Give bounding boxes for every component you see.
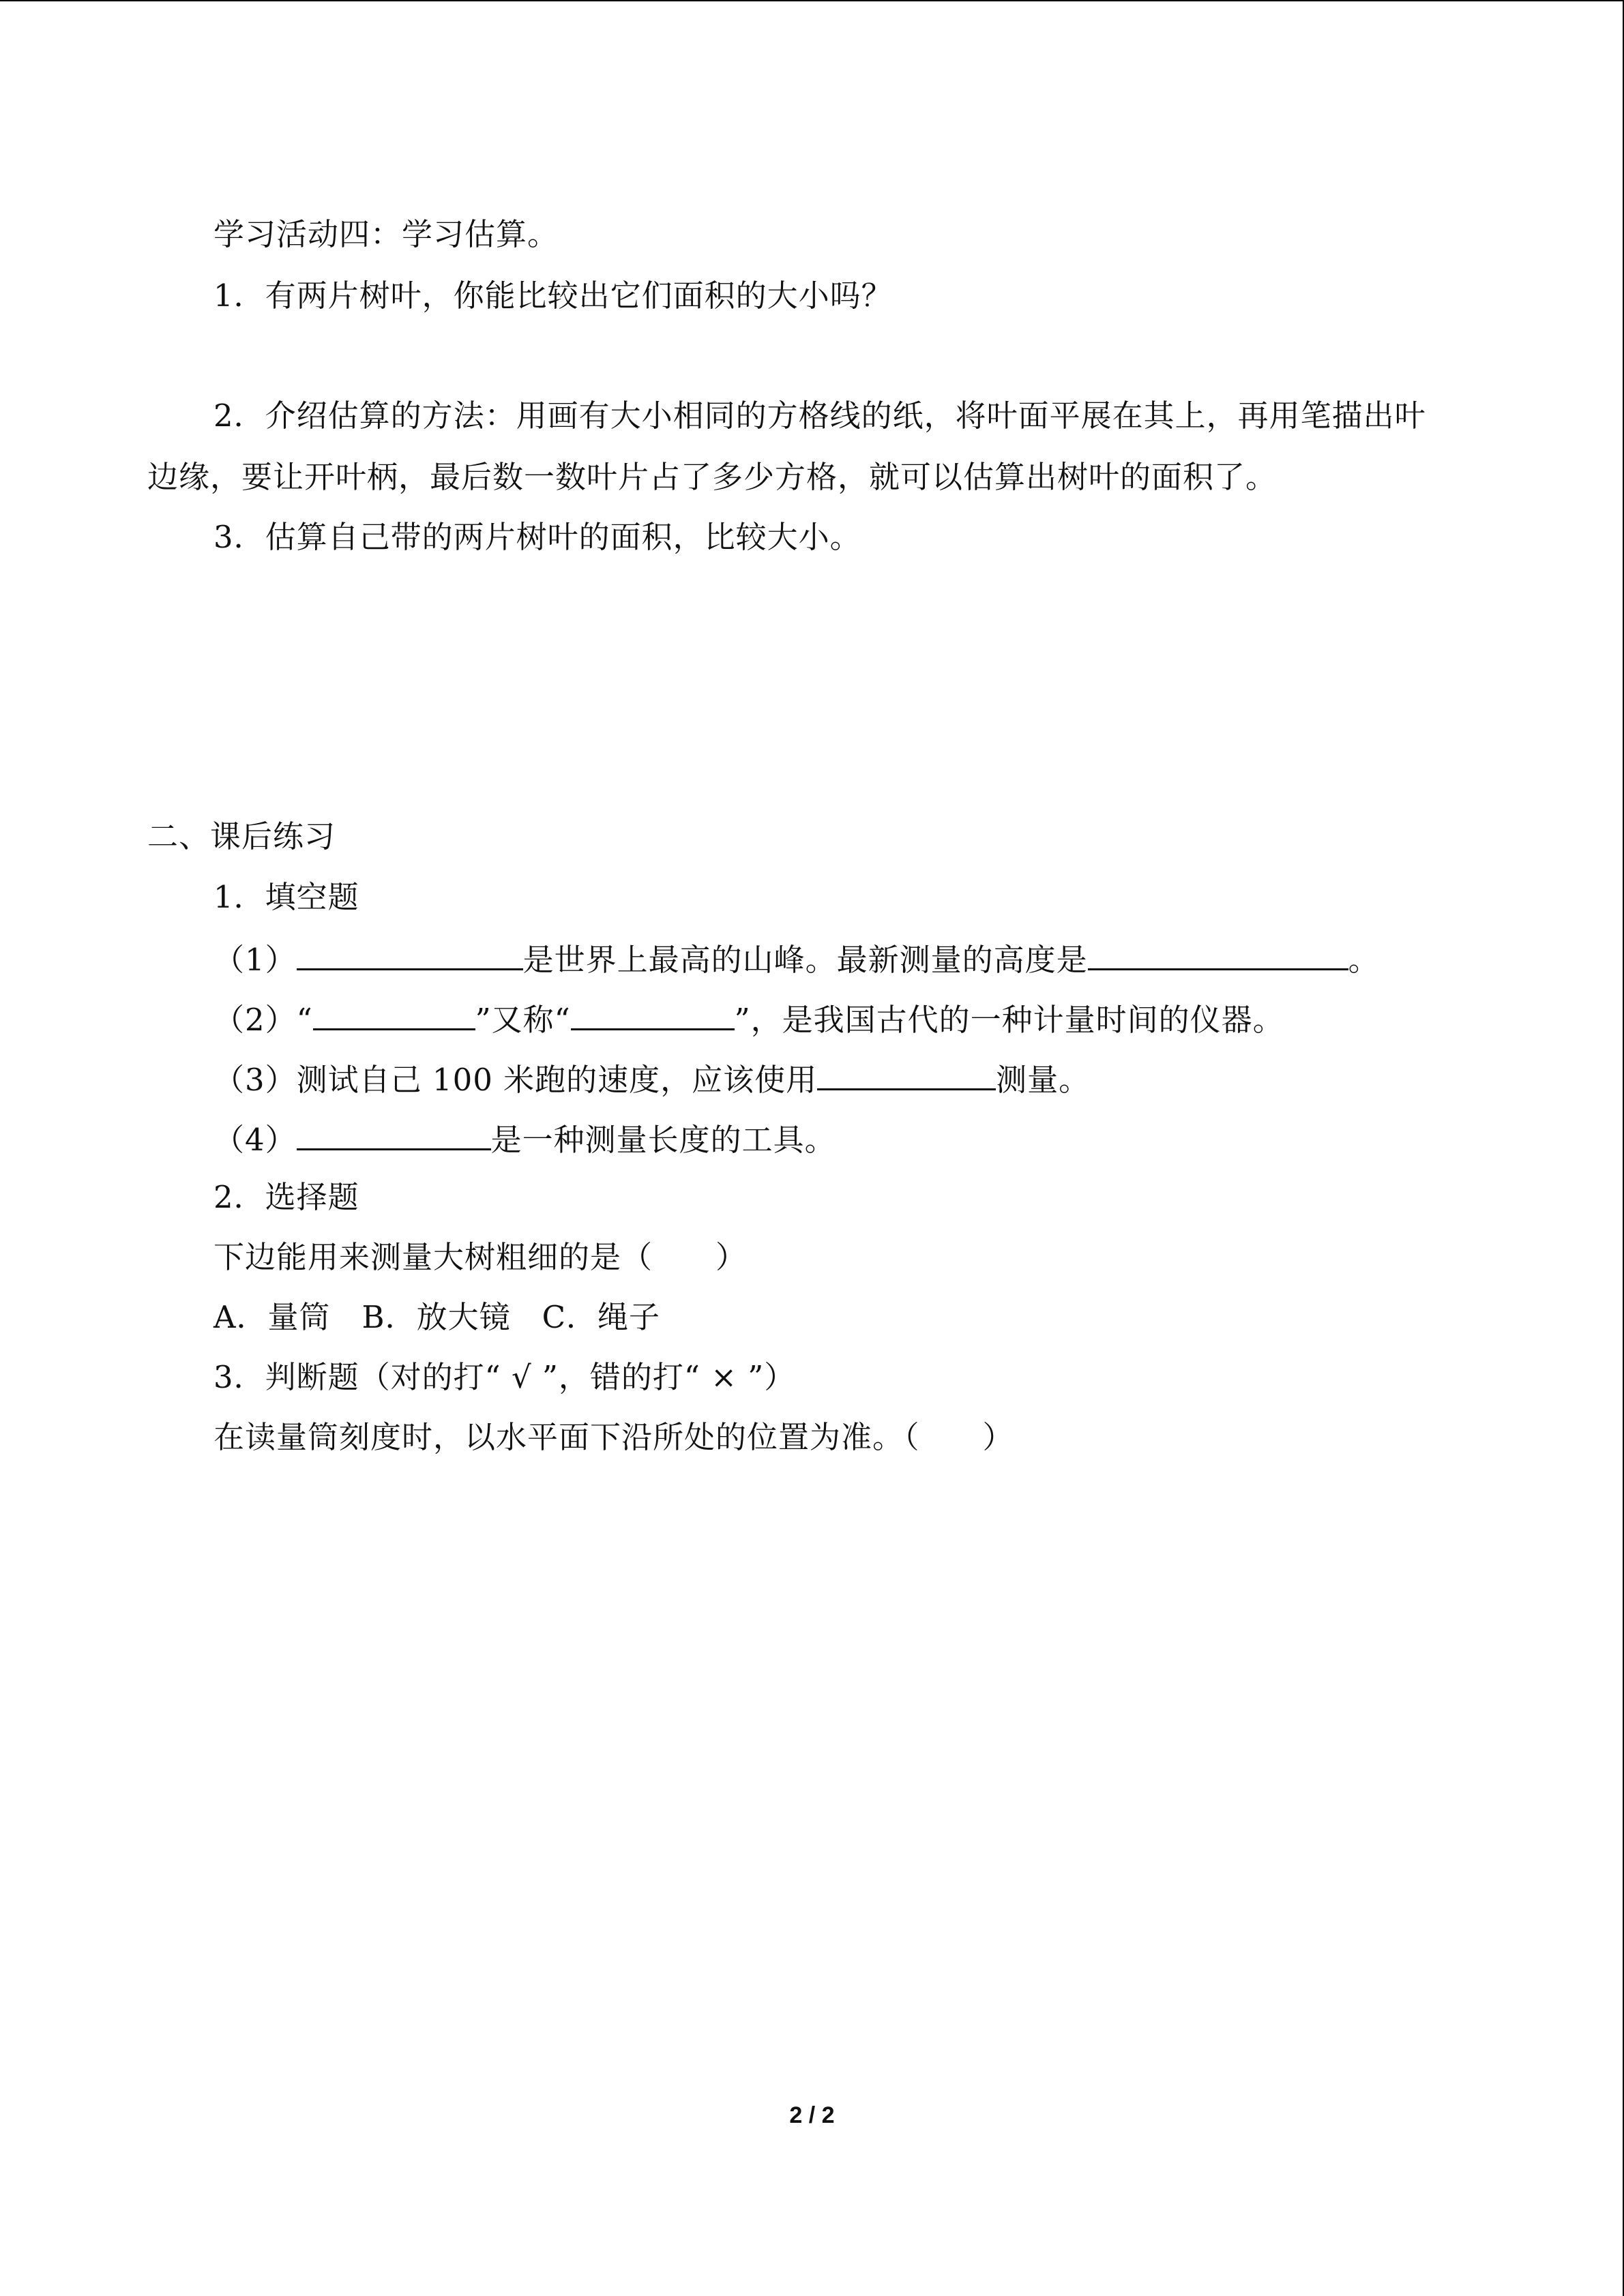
fill-in-question-2 xyxy=(213,997,1284,1041)
q3-prefix: （3）测试自己 100 米跑的速度，应该使用 xyxy=(213,1062,818,1098)
answer-blank-1b[interactable] xyxy=(1088,937,1348,970)
q2-prefix: （2）“ xyxy=(213,1002,313,1038)
answer-blank-1a[interactable] xyxy=(297,937,523,970)
answer-blank-2b[interactable] xyxy=(571,997,735,1030)
fill-in-question-1 xyxy=(213,937,1380,981)
judge-title: 3．判断题（对的打“ √ ”，错的打“ × ”） xyxy=(213,1359,796,1395)
q4-end: 是一种测量长度的工具。 xyxy=(490,1122,836,1158)
choice-question: 下边能用来测量大树粗细的是（ ） xyxy=(213,1239,748,1275)
activity4-item-3: 3．估算自己带的两片树叶的面积，比较大小。 xyxy=(213,519,861,555)
q2-end: ”，是我国古代的一种计量时间的仪器。 xyxy=(734,1002,1284,1038)
choice-title: 2．选择题 xyxy=(213,1179,359,1215)
q1-end: 。 xyxy=(1348,942,1380,978)
q3-end: 测量。 xyxy=(996,1062,1091,1098)
q1-mid: 是世界上最高的山峰。最新测量的高度是 xyxy=(522,942,1088,978)
answer-blank-2a[interactable] xyxy=(313,997,475,1030)
activity4-item-2-line-2: 边缘，要让开叶柄，最后数一数叶片占了多少方格，就可以估算出树叶的面积了。 xyxy=(147,459,1278,495)
fill-in-question-3 xyxy=(213,1057,1090,1101)
practice-heading: 二、课后练习 xyxy=(147,818,336,854)
judge-statement: 在读量筒刻度时，以水平面下沿所处的位置为准。（ ） xyxy=(213,1419,1014,1455)
fill-in-question-4 xyxy=(213,1117,836,1161)
q4-prefix: （4） xyxy=(213,1122,297,1158)
choice-options: A．量筒 B．放大镜 C．绳子 xyxy=(213,1299,660,1335)
q2-mid: ”又称“ xyxy=(475,1002,571,1038)
activity4-item-2-line-1: 2．介绍估算的方法：用画有大小相同的方格线的纸，将叶面平展在其上，再用笔描出叶 xyxy=(213,398,1426,434)
answer-blank-3[interactable] xyxy=(817,1057,996,1090)
activity4-item-1: 1．有两片树叶，你能比较出它们面积的大小吗？ xyxy=(213,278,893,314)
fill-in-title: 1．填空题 xyxy=(213,879,359,915)
page-number: 2 / 2 xyxy=(789,2102,835,2128)
q1-prefix: （1） xyxy=(213,942,297,978)
activity4-heading: 学习活动四：学习估算。 xyxy=(213,216,559,252)
answer-blank-4[interactable] xyxy=(297,1117,491,1150)
